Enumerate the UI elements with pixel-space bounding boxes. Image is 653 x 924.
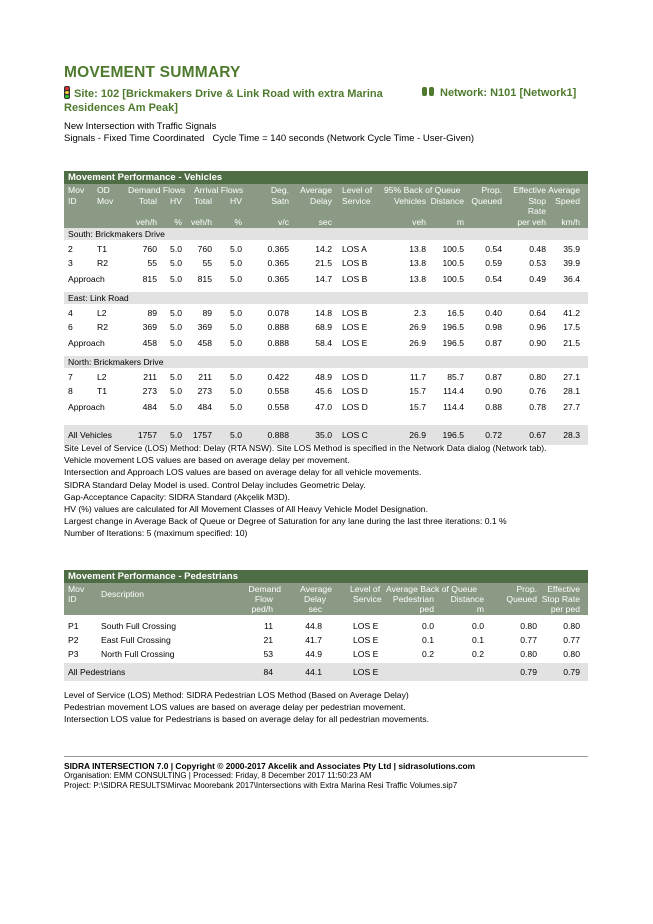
table-cell: 100.5	[442, 274, 464, 284]
site-title-line2: Residences Am Peak]	[64, 102, 178, 114]
table-cell: 55	[147, 258, 157, 268]
header-queue-vehicles: Vehicles	[393, 196, 426, 206]
table-cell: 0.77	[520, 635, 537, 645]
table-cell: 0.54	[485, 244, 502, 254]
unit-pct: %	[234, 217, 242, 227]
table-cell: 0.87	[485, 338, 502, 348]
table-cell: 14.7	[315, 274, 332, 284]
note-line: Intersection and Approach LOS values are based on average delay for all vehicle movements.	[64, 467, 422, 478]
cycle-time: Cycle Time = 140 seconds (Network Cycle Time - User-Given)	[212, 133, 475, 144]
table-cell: 5.0	[170, 244, 182, 254]
header-los: Level of	[350, 584, 381, 594]
table-cell: L2	[97, 372, 107, 382]
table-cell: 2	[68, 244, 73, 254]
table-cell: 273	[197, 386, 212, 396]
header-od-mov: Mov	[97, 196, 114, 206]
table-cell: 100.5	[442, 258, 464, 268]
header-queue-distance: Distance	[430, 196, 464, 206]
header-rate: Rate	[527, 206, 546, 216]
table-cell: 28.1	[563, 386, 580, 396]
table-cell: 48.9	[315, 372, 332, 382]
table-cell: 4	[68, 308, 73, 318]
table-cell: 21.5	[315, 258, 332, 268]
table-cell: 0.1	[472, 635, 484, 645]
header-effective: Effective	[513, 185, 546, 195]
footer-divider	[64, 756, 588, 757]
table-cell: 14.8	[315, 308, 332, 318]
table-row	[64, 321, 588, 333]
table-cell: 85.7	[447, 372, 464, 382]
table-cell: 7	[68, 372, 73, 382]
table-cell: 0.79	[563, 667, 580, 677]
table-cell: 5.0	[170, 322, 182, 332]
footer-copyright: SIDRA INTERSECTION 7.0 | Copyright © 2000-2017 Akcelik and Associates Pty Ltd | sidrasolutions.com	[64, 761, 476, 771]
header-los: Level of	[342, 185, 373, 195]
table-cell: 55	[202, 258, 212, 268]
pedestrian-table-body	[64, 615, 588, 681]
table-cell: 27.1	[563, 372, 580, 382]
table-cell: 815	[142, 274, 157, 284]
vehicle-table-body	[64, 228, 588, 445]
table-cell: 458	[197, 338, 212, 348]
note-line: Pedestrian movement LOS values are based on average delay per pedestrian movement.	[64, 702, 406, 713]
table-row	[64, 243, 588, 255]
table-cell: 0.365	[267, 274, 289, 284]
header-back-of-queue: 95% Back of Queue	[384, 185, 461, 195]
header-description: Description	[101, 589, 144, 599]
table-cell: 5.0	[230, 386, 242, 396]
section-header	[64, 292, 588, 304]
site-title-line1: Site: 102 [Brickmakers Drive & Link Road with extra Marina	[74, 88, 383, 100]
table-cell: 0.49	[529, 274, 546, 284]
header-prop: Prop.	[481, 185, 502, 195]
header-speed2: Speed	[555, 196, 580, 206]
table-cell: 760	[197, 244, 212, 254]
table-cell: 0.76	[529, 386, 546, 396]
table-cell: 89	[147, 308, 157, 318]
unit-ped: ped	[419, 604, 434, 614]
header-demand-flows: Demand Flows	[128, 185, 186, 195]
header-pedestrian: Pedestrian	[392, 594, 434, 604]
table-cell: LOS C	[342, 430, 368, 440]
note-line: Vehicle movement LOS values are based on average delay per movement.	[64, 455, 350, 466]
table-cell: 17.5	[563, 322, 580, 332]
table-cell: 0.80	[563, 649, 580, 659]
table-cell: R2	[97, 258, 108, 268]
header-queued: Queued	[506, 594, 537, 604]
network-label: Network: N101 [Network1]	[440, 87, 577, 99]
unit-veh-h: veh/h	[190, 217, 212, 227]
traffic-light-icon	[64, 86, 70, 99]
table-cell: All Vehicles	[68, 430, 112, 440]
table-cell: 0.78	[529, 402, 546, 412]
table-cell: 0.365	[267, 244, 289, 254]
table-cell: LOS B	[342, 274, 368, 284]
table-cell: 5.0	[230, 322, 242, 332]
table-cell: LOS E	[353, 667, 379, 677]
note-line: SIDRA Standard Delay Model is used. Control Delay includes Geometric Delay.	[64, 479, 366, 490]
table-cell: 484	[142, 402, 157, 412]
unit-per-ped: per ped	[550, 604, 580, 614]
table-cell: 26.9	[409, 322, 426, 332]
table-cell: 114.4	[443, 402, 464, 412]
header-satn: Satn	[271, 196, 289, 206]
table-cell: 0.80	[563, 621, 580, 631]
site-name	[64, 86, 414, 115]
section-name: East: Link Road	[68, 293, 129, 303]
section-header	[64, 228, 588, 240]
table-row	[64, 371, 588, 383]
table-cell: 5.0	[170, 258, 182, 268]
header-delay2: Delay	[310, 196, 332, 206]
table-cell: P3	[68, 649, 79, 659]
pedestrian-performance-table	[64, 570, 588, 681]
table-cell: 0.98	[485, 322, 502, 332]
table-cell: 815	[197, 274, 212, 284]
unit-veh-h: veh/h	[135, 217, 157, 227]
table-cell: 39.9	[563, 258, 580, 268]
table-cell: 11	[264, 621, 273, 631]
table-cell: 5.0	[230, 430, 242, 440]
table-cell: 5.0	[230, 258, 242, 268]
table-cell: 13.8	[409, 244, 426, 254]
approach-row	[64, 401, 588, 413]
table-cell: 0.67	[529, 430, 546, 440]
header-flow: Flow	[254, 594, 273, 604]
table-cell: 196.5	[442, 430, 464, 440]
table-cell: 0.2	[472, 649, 484, 659]
table-cell: 0.365	[267, 258, 289, 268]
table-cell: 84	[263, 667, 273, 677]
note-line: Intersection LOS value for Pedestrians is based on average delay for all pedestrian movements.	[64, 714, 429, 725]
table-cell: 0.1	[422, 635, 434, 645]
unit-sec: sec	[318, 217, 332, 227]
table-cell: 5.0	[170, 430, 182, 440]
table-cell: 11.7	[409, 372, 426, 382]
table-cell: 15.7	[409, 402, 426, 412]
intersection-description	[64, 121, 482, 145]
table-cell: 6	[68, 322, 73, 332]
table-row	[64, 647, 588, 661]
table-row	[64, 307, 588, 319]
network-icon	[422, 87, 436, 96]
header-id: ID	[68, 196, 77, 206]
table-cell: 0.53	[529, 258, 546, 268]
table-cell: 369	[197, 322, 212, 332]
table-cell: 0.79	[520, 667, 537, 677]
table-cell: 21.5	[563, 338, 580, 348]
table-row	[64, 633, 588, 647]
header-demand-hv: HV	[170, 196, 182, 206]
table-cell: 1757	[137, 430, 157, 440]
table-cell: 114.4	[443, 386, 464, 396]
unit-per-veh: per veh	[517, 217, 546, 227]
table-cell: 44.1	[305, 667, 322, 677]
table-cell: 8	[68, 386, 73, 396]
unit-m: m	[456, 217, 464, 227]
table-cell: 36.4	[563, 274, 580, 284]
table-cell: 14.2	[315, 244, 332, 254]
table-cell: LOS E	[353, 649, 379, 659]
table-cell: LOS D	[342, 402, 368, 412]
header-id: ID	[68, 594, 77, 604]
table-cell: P1	[68, 621, 79, 631]
table-cell: 3	[68, 258, 73, 268]
table-cell: 44.8	[305, 621, 322, 631]
header-mov: Mov	[68, 185, 85, 195]
table-cell: 58.4	[315, 338, 332, 348]
table-cell: 0.90	[485, 386, 502, 396]
table-cell: 5.0	[170, 274, 182, 284]
table-cell: 211	[143, 372, 157, 382]
table-cell: 5.0	[170, 402, 182, 412]
table-cell: 41.7	[305, 635, 322, 645]
table-cell: LOS E	[342, 322, 368, 332]
table-cell: 196.5	[442, 322, 464, 332]
pedestrian-notes	[64, 689, 429, 726]
vehicle-table-header	[64, 184, 588, 228]
table-cell: P2	[68, 635, 79, 645]
table-cell: 26.9	[409, 338, 426, 348]
header-service: Service	[342, 196, 371, 206]
table-cell: 0.80	[529, 372, 546, 382]
table-cell: 0.59	[485, 258, 502, 268]
table-cell: 0.96	[529, 322, 546, 332]
table-cell: All Pedestrians	[68, 667, 126, 677]
table-cell: 0.078	[267, 308, 289, 318]
table-cell: 5.0	[230, 402, 242, 412]
page-title: MOVEMENT SUMMARY	[64, 64, 241, 81]
table-cell: 5.0	[230, 274, 242, 284]
table-cell: 2.3	[414, 308, 426, 318]
table-cell: T1	[97, 244, 108, 254]
table-cell: LOS D	[342, 386, 368, 396]
header-queued: Queued	[471, 196, 502, 206]
unit-kmh: km/h	[561, 217, 580, 227]
table-cell: East Full Crossing	[101, 635, 171, 645]
table-cell: 273	[142, 386, 157, 396]
unit-sec: sec	[308, 604, 322, 614]
header-speed: Average	[548, 185, 580, 195]
table-cell: 5.0	[230, 338, 242, 348]
header-arrival-total: Total	[193, 196, 212, 206]
table-cell: 5.0	[170, 386, 182, 396]
signal-timing: Signals - Fixed Time Coordinated	[64, 133, 205, 144]
table-cell: 0.72	[485, 430, 502, 440]
table-cell: Approach	[68, 274, 105, 284]
note-line: Gap-Acceptance Capacity: SIDRA Standard (Akçelik M3D).	[64, 491, 290, 502]
table-cell: Approach	[68, 338, 105, 348]
table-cell: 5.0	[230, 372, 242, 382]
table-cell: LOS E	[353, 635, 379, 645]
table-cell: 45.6	[315, 386, 332, 396]
table-cell: 0.888	[267, 430, 289, 440]
table-row	[64, 619, 588, 633]
unit-m: m	[476, 604, 484, 614]
header-distance: Distance	[450, 594, 484, 604]
table-row	[64, 385, 588, 397]
table-cell: 47.0	[315, 402, 332, 412]
table-cell: 5.0	[230, 244, 242, 254]
table-cell: 0.558	[267, 386, 289, 396]
signal-info	[64, 133, 482, 145]
unit-veh: veh	[412, 217, 426, 227]
header-arrival-hv: HV	[230, 196, 242, 206]
header-service: Service	[353, 594, 382, 604]
approach-row	[64, 273, 588, 285]
header-back-of-queue: Average Back of Queue	[386, 584, 478, 594]
table-cell: R2	[97, 322, 108, 332]
table-cell: 211	[198, 372, 212, 382]
table-cell: 0.2	[422, 649, 434, 659]
unit-ped-h: ped/h	[251, 604, 273, 614]
table-cell: 369	[142, 322, 157, 332]
unit-pct: %	[174, 217, 182, 227]
pedestrian-table-title: Movement Performance - Pedestrians	[64, 570, 588, 583]
table-cell: 0.0	[472, 621, 484, 631]
table-cell: 196.5	[442, 338, 464, 348]
table-cell: 13.8	[409, 258, 426, 268]
table-cell: LOS B	[342, 308, 368, 318]
table-cell: L2	[97, 308, 107, 318]
table-cell: 0.77	[563, 635, 580, 645]
table-cell: 760	[142, 244, 157, 254]
header-arrival-flows: Arrival Flows	[194, 185, 244, 195]
table-cell: 458	[142, 338, 157, 348]
table-cell: 0.422	[267, 372, 289, 382]
table-cell: 53	[263, 649, 273, 659]
header-effective: Effective	[547, 584, 580, 594]
header-prop: Prop.	[516, 584, 537, 594]
table-cell: 0.87	[485, 372, 502, 382]
vehicle-notes	[64, 442, 547, 540]
table-cell: 100.5	[442, 244, 464, 254]
table-cell: North Full Crossing	[101, 649, 175, 659]
table-cell: 0.40	[485, 308, 502, 318]
table-cell: 13.8	[409, 274, 426, 284]
header-average: Average	[300, 584, 332, 594]
table-cell: 0.0	[422, 621, 434, 631]
section-name: North: Brickmakers Drive	[68, 357, 164, 367]
table-cell: LOS A	[342, 244, 367, 254]
note-line: Largest change in Average Back of Queue or Degree of Saturation for any lane during the last three iterations: 0.1 %	[64, 516, 507, 527]
table-cell: 16.5	[447, 308, 464, 318]
table-cell: 15.7	[409, 386, 426, 396]
table-cell: 484	[197, 402, 212, 412]
section-header	[64, 356, 588, 368]
approach-row	[64, 337, 588, 349]
header-mov: Mov	[68, 584, 85, 594]
unit-vc: v/c	[278, 217, 289, 227]
table-cell: 21	[263, 635, 273, 645]
header-od: OD	[97, 185, 110, 195]
table-cell: LOS E	[342, 338, 368, 348]
header-demand-total: Total	[138, 196, 157, 206]
table-cell: 0.888	[267, 338, 289, 348]
header-stop: Stop	[528, 196, 546, 206]
table-cell: 0.54	[485, 274, 502, 284]
section-name: South: Brickmakers Drive	[68, 229, 165, 239]
network-name	[422, 86, 576, 100]
header-delay: Delay	[304, 594, 326, 604]
table-cell: 1757	[192, 430, 212, 440]
table-cell: 0.558	[267, 402, 289, 412]
table-cell: 89	[202, 308, 212, 318]
table-cell: 26.9	[409, 430, 426, 440]
note-line: Level of Service (LOS) Method: SIDRA Pedestrian LOS Method (Based on Average Delay)	[64, 690, 409, 700]
vehicle-performance-table	[64, 171, 588, 445]
footer-project: Project: P:\SIDRA RESULTS\Mirvac Moorebank 2017\Intersections with Extra Marina Resi Traffic Volumes.sip7	[64, 781, 458, 790]
table-cell: 68.9	[315, 322, 332, 332]
table-cell: 41.2	[563, 308, 580, 318]
pedestrian-table-header	[64, 583, 588, 615]
table-cell: LOS D	[342, 372, 368, 382]
table-cell: LOS E	[353, 621, 379, 631]
footer-organisation: Organisation: EMM CONSULTING | Processed: Friday, 8 December 2017 11:50:23 AM	[64, 771, 372, 780]
note-line: Site Level of Service (LOS) Method: Delay (RTA NSW). Site LOS Method is specified in the Network Data dialog (Network tab).	[64, 443, 547, 453]
footer	[64, 761, 475, 791]
intersection-type: New Intersection with Traffic Signals	[64, 121, 217, 132]
table-cell: 0.64	[529, 308, 546, 318]
table-cell: 0.80	[520, 649, 537, 659]
table-cell: 5.0	[230, 308, 242, 318]
note-line: HV (%) values are calculated for All Movement Classes of All Heavy Vehicle Model Designation.	[64, 504, 428, 515]
table-cell: 0.48	[529, 244, 546, 254]
table-cell: 0.88	[485, 402, 502, 412]
table-cell: 5.0	[170, 308, 182, 318]
header-delay: Average	[300, 185, 332, 195]
all-pedestrians-row	[64, 663, 588, 681]
table-cell: 44.9	[305, 649, 322, 659]
table-cell: South Full Crossing	[101, 621, 176, 631]
table-cell: 0.90	[529, 338, 546, 348]
header-deg: Deg.	[270, 185, 289, 195]
table-row	[64, 257, 588, 269]
header-demand: Demand	[248, 584, 281, 594]
table-cell: 35.0	[315, 430, 332, 440]
table-cell: 5.0	[170, 372, 182, 382]
header-stop-rate: Stop Rate	[541, 594, 580, 604]
table-cell: T1	[97, 386, 108, 396]
table-cell: 28.3	[563, 430, 580, 440]
table-cell: Approach	[68, 402, 105, 412]
table-cell: 35.9	[563, 244, 580, 254]
table-cell: 0.80	[520, 621, 537, 631]
table-cell: LOS B	[342, 258, 368, 268]
vehicle-table-title: Movement Performance - Vehicles	[64, 171, 588, 184]
table-cell: 5.0	[170, 338, 182, 348]
note-line: Number of Iterations: 5 (maximum specified: 10)	[64, 528, 248, 539]
table-cell: 0.888	[267, 322, 289, 332]
table-cell: 27.7	[563, 402, 580, 412]
